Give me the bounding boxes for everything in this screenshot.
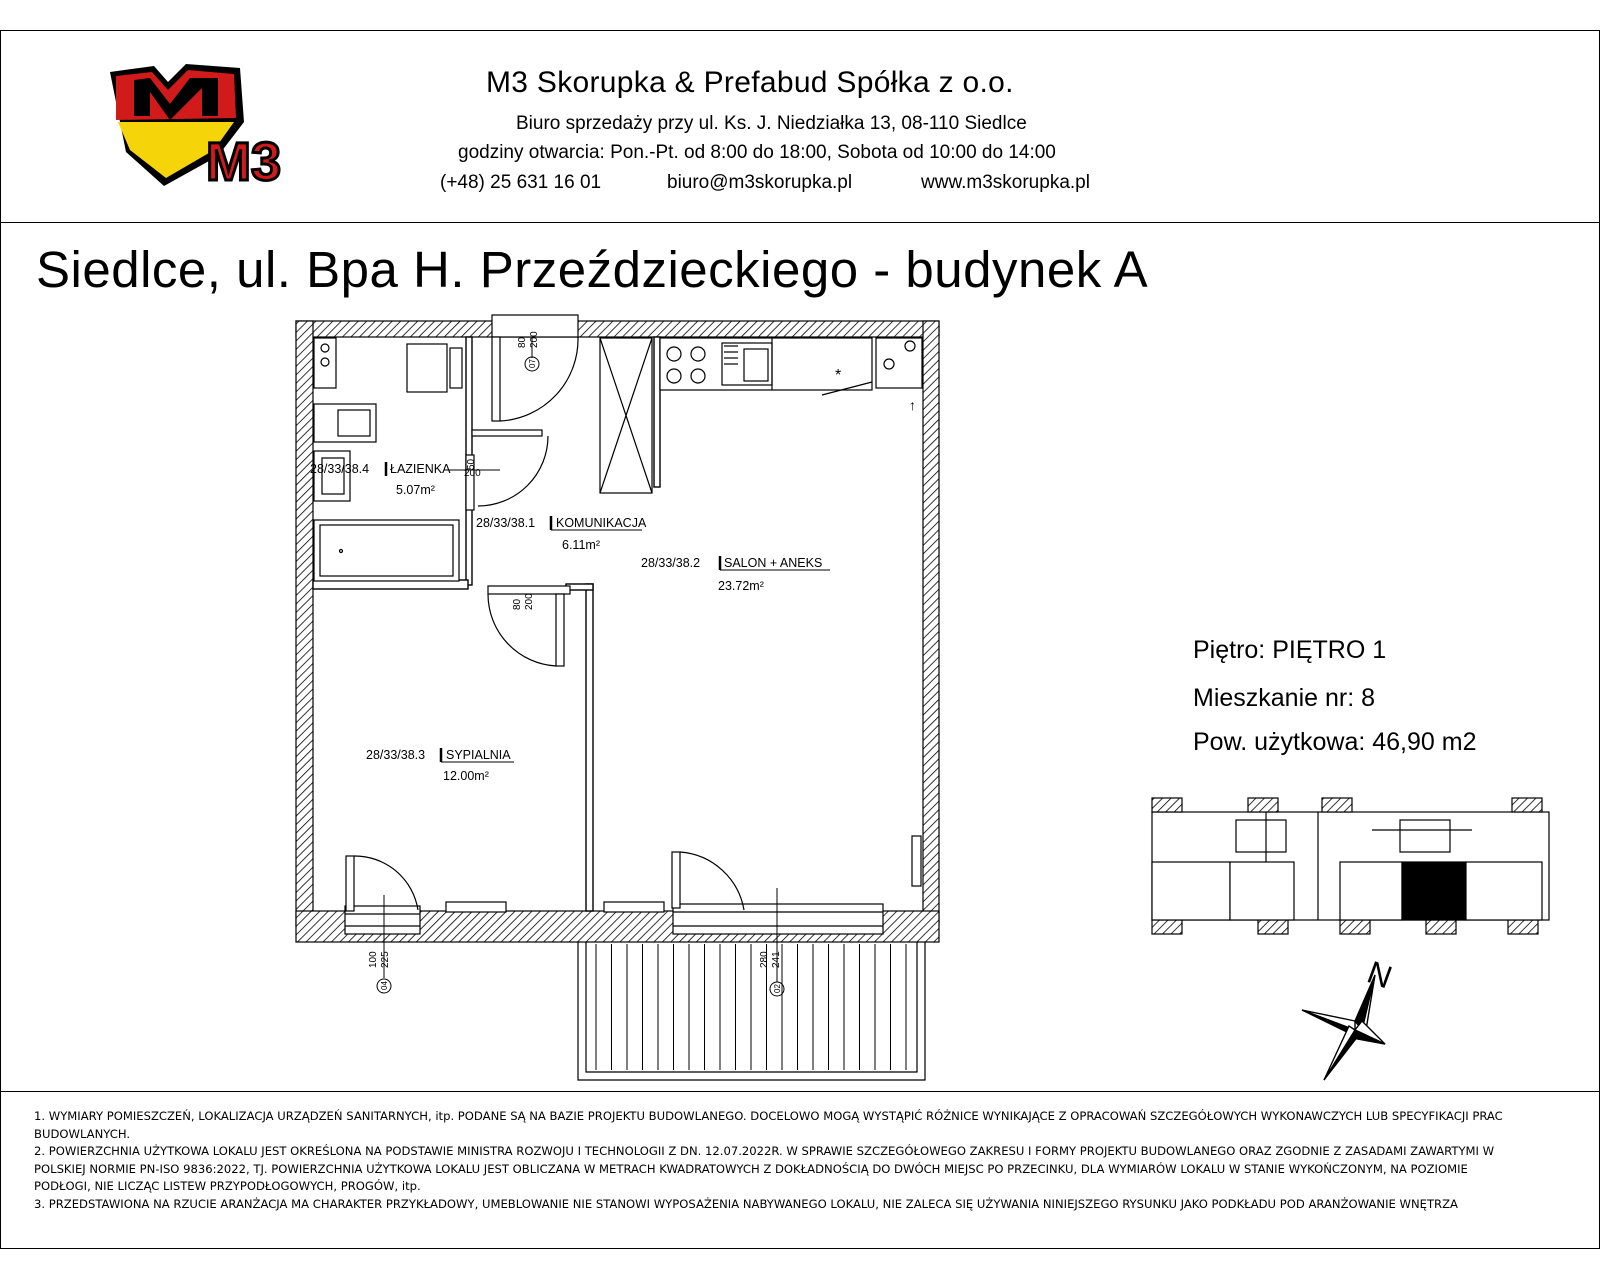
room-area-bedroom: 12.00m²: [443, 769, 489, 783]
dim-bath-door2-h: 200: [464, 468, 481, 479]
dim-bed-door-h: 200: [524, 593, 535, 610]
dim-bed-door-w: 80: [512, 598, 523, 610]
apartment-number: Mieszkanie nr: 8: [1193, 684, 1376, 712]
company-address: Biuro sprzedaży przy ul. Ks. J. Niedziałka 13, 08-110 Siedlce: [516, 113, 1027, 134]
note-2: 2. POWIERZCHNIA UŻYTKOWA LOKALU JEST OKREŚLONA NA PODSTAWIE MINISTRA ROZWOJU I TECHNOLOGII Z DN. 12.07.2022R. W SPRAWIE SZCZEGÓŁOWEGO ZAKRESU I FORMY PROJEKTU BUDOWLANEGO ORAZ ZGODNIE Z ZASADAMI ZAWARTYMI W POLSKIEJ NORMIE PN-ISO 9836:2022, TJ. POWIERZCHNIA UŻYTKOWA LOKALU JEST OBLICZANA W METRACH KWADRATOWYCH Z DOKŁADNOŚCIĄ DO DWÓCH MIEJSC PO PRZECINKU, DLA WYMIARÓW LOKALU W STANIE WYKOŃCZONYM, NA POZIOMIE PODŁOGI, NIE LICZĄC LISTEW PRZYPODŁOGOWYCH, PROGÓW, itp.: [34, 1144, 1495, 1193]
logo-digit: M3: [206, 132, 282, 192]
company-email[interactable]: biuro@m3skorupka.pl: [667, 172, 853, 193]
note-1: 1. WYMIARY POMIESZCZEŃ, LOKALIZACJA URZĄDZEŃ SANITARNYCH, itp. PODANE SĄ NA BAZIE PROJEKTU BUDOWLANEGO. DOCELOWO MOGĄ WYSTĄPIĆ RÓŻNICE WYNIKAJĄCE Z OPRACOWAŃ SZCZEGÓŁOWYCH WYKONAWCZYCH LUB SPECYFIKACJI PRAC BUDOWLANYCH.: [34, 1109, 1503, 1141]
dim-bath-door2-w: 50: [466, 458, 477, 470]
dim-bath-door-w: 80: [517, 336, 528, 348]
door-number-2: 04: [380, 981, 389, 990]
dim-window-living-w: 280: [759, 951, 770, 968]
dim-window-bed-h: 225: [380, 951, 391, 968]
dim-bath-door-h: 200: [529, 331, 540, 348]
bathroom-fixtures: [314, 338, 462, 581]
room-name-living: SALON + ANEKS: [724, 556, 823, 570]
dim-window-bed-w: 100: [368, 951, 379, 968]
apartment-floor: Piętro: PIĘTRO 1: [1193, 636, 1387, 664]
notes: [34, 1108, 1514, 1213]
kitchen-fixtures: [600, 338, 922, 493]
compass-north-label: N: [1362, 953, 1397, 996]
room-name-hall: KOMUNIKACJA: [556, 516, 647, 530]
company-phone[interactable]: (+48) 25 631 16 01: [440, 172, 602, 193]
page-title: Siedlce, ul. Bpa H. Przeździeckiego - budynek A: [36, 241, 1149, 298]
company-hours: godziny otwarcia: Pon.-Pt. od 8:00 do 18:00, Sobota od 10:00 do 14:00: [458, 142, 1056, 163]
dim-window-living-h: 241: [771, 951, 782, 968]
room-area-hall: 6.11m²: [562, 538, 600, 552]
room-area-living: 23.72m²: [718, 579, 764, 593]
kitchen-star-icon: *: [835, 367, 842, 384]
room-code-living: 28/33/38.2: [641, 556, 701, 570]
room-code-bedroom: 28/33/38.3: [366, 748, 426, 762]
note-3: 3. PRZEDSTAWIONA NA RZUCIE ARANŻACJA MA CHARAKTER PRZYKŁADOWY, UMEBLOWANIE NIE STANOWI WYPOSAŻENIA NABYWANEGO LOKALU, NIE ZALECA SIĘ UŻYWANIA NINIEJSZEGO RYSUNKU JAKO PODKŁADU POD ARANŻOWANIE WNĘTRZA: [34, 1196, 1458, 1211]
door-number-3: 02: [773, 984, 782, 993]
company-name: M3 Skorupka & Prefabud Spółka z o.o.: [486, 66, 1014, 99]
door-number-1: 07: [528, 359, 537, 368]
room-code-bathroom: 28/33/38.4: [310, 462, 370, 476]
balcony-rails: [596, 944, 906, 1070]
room-name-bedroom: SYPIALNIA: [446, 748, 511, 762]
company-website[interactable]: www.m3skorupka.pl: [921, 172, 1090, 193]
room-name-bathroom: ŁAZIENKA: [390, 462, 451, 476]
room-area-bathroom: 5.07m²: [396, 483, 435, 497]
key-plan: [1152, 798, 1549, 934]
apartment-area: Pow. użytkowa: 46,90 m2: [1193, 728, 1477, 756]
kitchen-arrow: ↑: [909, 397, 916, 413]
room-code-hall: 28/33/38.1: [476, 516, 536, 530]
